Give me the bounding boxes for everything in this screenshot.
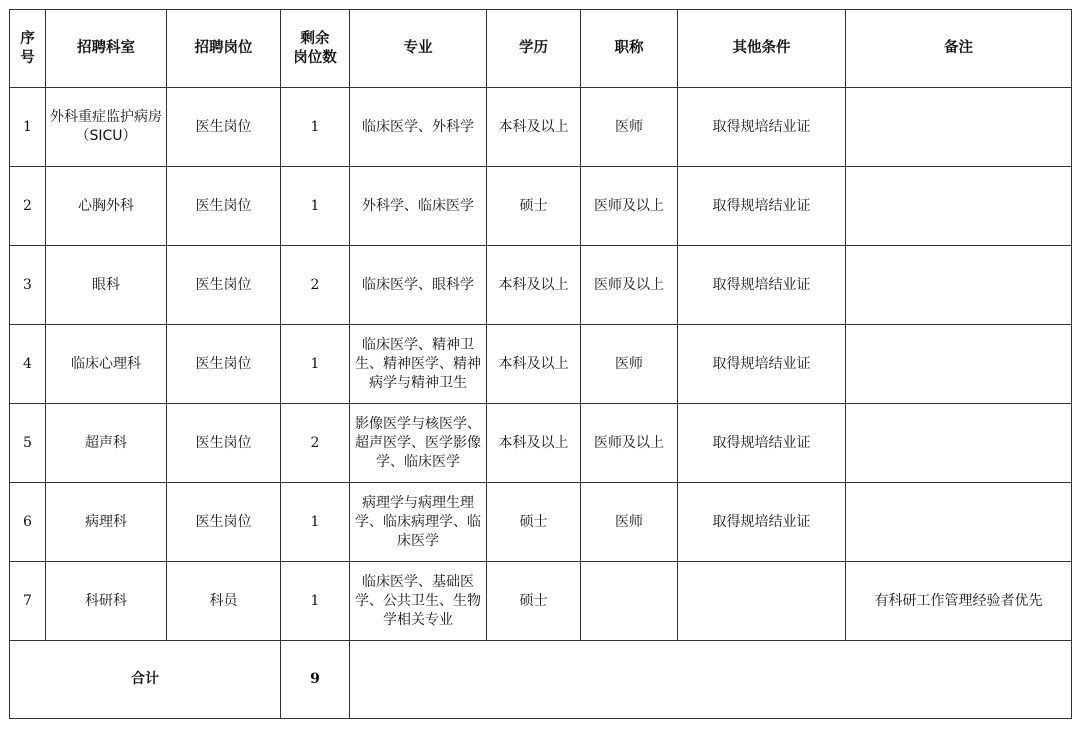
total-label: 合计 xyxy=(10,641,281,719)
cell-title xyxy=(581,562,678,641)
cell-index: 6 xyxy=(10,483,46,562)
cell-other: 取得规培结业证 xyxy=(678,325,846,404)
cell-note xyxy=(846,325,1072,404)
cell-note xyxy=(846,246,1072,325)
header-position: 招聘岗位 xyxy=(167,10,281,88)
cell-remaining: 1 xyxy=(281,167,350,246)
header-row xyxy=(10,10,1072,88)
header-education: 学历 xyxy=(487,10,581,88)
cell-education: 硕士 xyxy=(487,167,581,246)
cell-major: 病理学与病理生理学、临床病理学、临床医学 xyxy=(350,483,487,562)
cell-other: 取得规培结业证 xyxy=(678,246,846,325)
table-row xyxy=(10,483,1072,562)
cell-index: 3 xyxy=(10,246,46,325)
table-row xyxy=(10,404,1072,483)
cell-title: 医师及以上 xyxy=(581,167,678,246)
cell-note xyxy=(846,88,1072,167)
cell-other: 取得规培结业证 xyxy=(678,167,846,246)
recruitment-table xyxy=(9,9,1072,719)
cell-index: 4 xyxy=(10,325,46,404)
cell-index: 5 xyxy=(10,404,46,483)
cell-department: 临床心理科 xyxy=(46,325,167,404)
table-row xyxy=(10,325,1072,404)
table-row xyxy=(10,562,1072,641)
cell-major: 临床医学、外科学 xyxy=(350,88,487,167)
cell-note: 有科研工作管理经验者优先 xyxy=(846,562,1072,641)
cell-title: 医师及以上 xyxy=(581,246,678,325)
cell-note xyxy=(846,167,1072,246)
cell-other: 取得规培结业证 xyxy=(678,88,846,167)
cell-department: 外科重症监护病房（SICU） xyxy=(46,88,167,167)
cell-education: 本科及以上 xyxy=(487,325,581,404)
cell-other: 取得规培结业证 xyxy=(678,483,846,562)
table-row xyxy=(10,167,1072,246)
table-body xyxy=(10,88,1072,641)
cell-title: 医师 xyxy=(581,88,678,167)
cell-other xyxy=(678,562,846,641)
cell-department: 心胸外科 xyxy=(46,167,167,246)
cell-education: 本科及以上 xyxy=(487,246,581,325)
cell-department: 超声科 xyxy=(46,404,167,483)
header-department: 招聘科室 xyxy=(46,10,167,88)
cell-remaining: 2 xyxy=(281,246,350,325)
cell-position: 科员 xyxy=(167,562,281,641)
cell-major: 外科学、临床医学 xyxy=(350,167,487,246)
header-remaining: 剩余 岗位数 xyxy=(281,10,350,88)
cell-title: 医师及以上 xyxy=(581,404,678,483)
table-row xyxy=(10,88,1072,167)
cell-index: 2 xyxy=(10,167,46,246)
cell-other: 取得规培结业证 xyxy=(678,404,846,483)
cell-major: 影像医学与核医学、超声医学、医学影像学、临床医学 xyxy=(350,404,487,483)
total-row xyxy=(10,641,1072,719)
cell-department: 科研科 xyxy=(46,562,167,641)
cell-major: 临床医学、精神卫生、精神医学、精神病学与精神卫生 xyxy=(350,325,487,404)
total-value: 9 xyxy=(281,641,350,719)
cell-education: 本科及以上 xyxy=(487,88,581,167)
cell-remaining: 1 xyxy=(281,325,350,404)
cell-title: 医师 xyxy=(581,483,678,562)
header-major: 专业 xyxy=(350,10,487,88)
cell-index: 1 xyxy=(10,88,46,167)
cell-major: 临床医学、眼科学 xyxy=(350,246,487,325)
cell-title: 医师 xyxy=(581,325,678,404)
cell-position: 医生岗位 xyxy=(167,404,281,483)
cell-education: 硕士 xyxy=(487,483,581,562)
cell-education: 本科及以上 xyxy=(487,404,581,483)
cell-index: 7 xyxy=(10,562,46,641)
cell-position: 医生岗位 xyxy=(167,88,281,167)
cell-department: 病理科 xyxy=(46,483,167,562)
cell-position: 医生岗位 xyxy=(167,167,281,246)
cell-position: 医生岗位 xyxy=(167,246,281,325)
cell-department: 眼科 xyxy=(46,246,167,325)
cell-remaining: 1 xyxy=(281,562,350,641)
header-index: 序 号 xyxy=(10,10,46,88)
header-title: 职称 xyxy=(581,10,678,88)
table-row xyxy=(10,246,1072,325)
header-other: 其他条件 xyxy=(678,10,846,88)
cell-note xyxy=(846,404,1072,483)
cell-remaining: 1 xyxy=(281,88,350,167)
cell-position: 医生岗位 xyxy=(167,325,281,404)
cell-position: 医生岗位 xyxy=(167,483,281,562)
cell-remaining: 1 xyxy=(281,483,350,562)
cell-remaining: 2 xyxy=(281,404,350,483)
header-note: 备注 xyxy=(846,10,1072,88)
cell-education: 硕士 xyxy=(487,562,581,641)
cell-note xyxy=(846,483,1072,562)
total-empty xyxy=(350,641,1072,719)
cell-major: 临床医学、基础医学、公共卫生、生物学相关专业 xyxy=(350,562,487,641)
